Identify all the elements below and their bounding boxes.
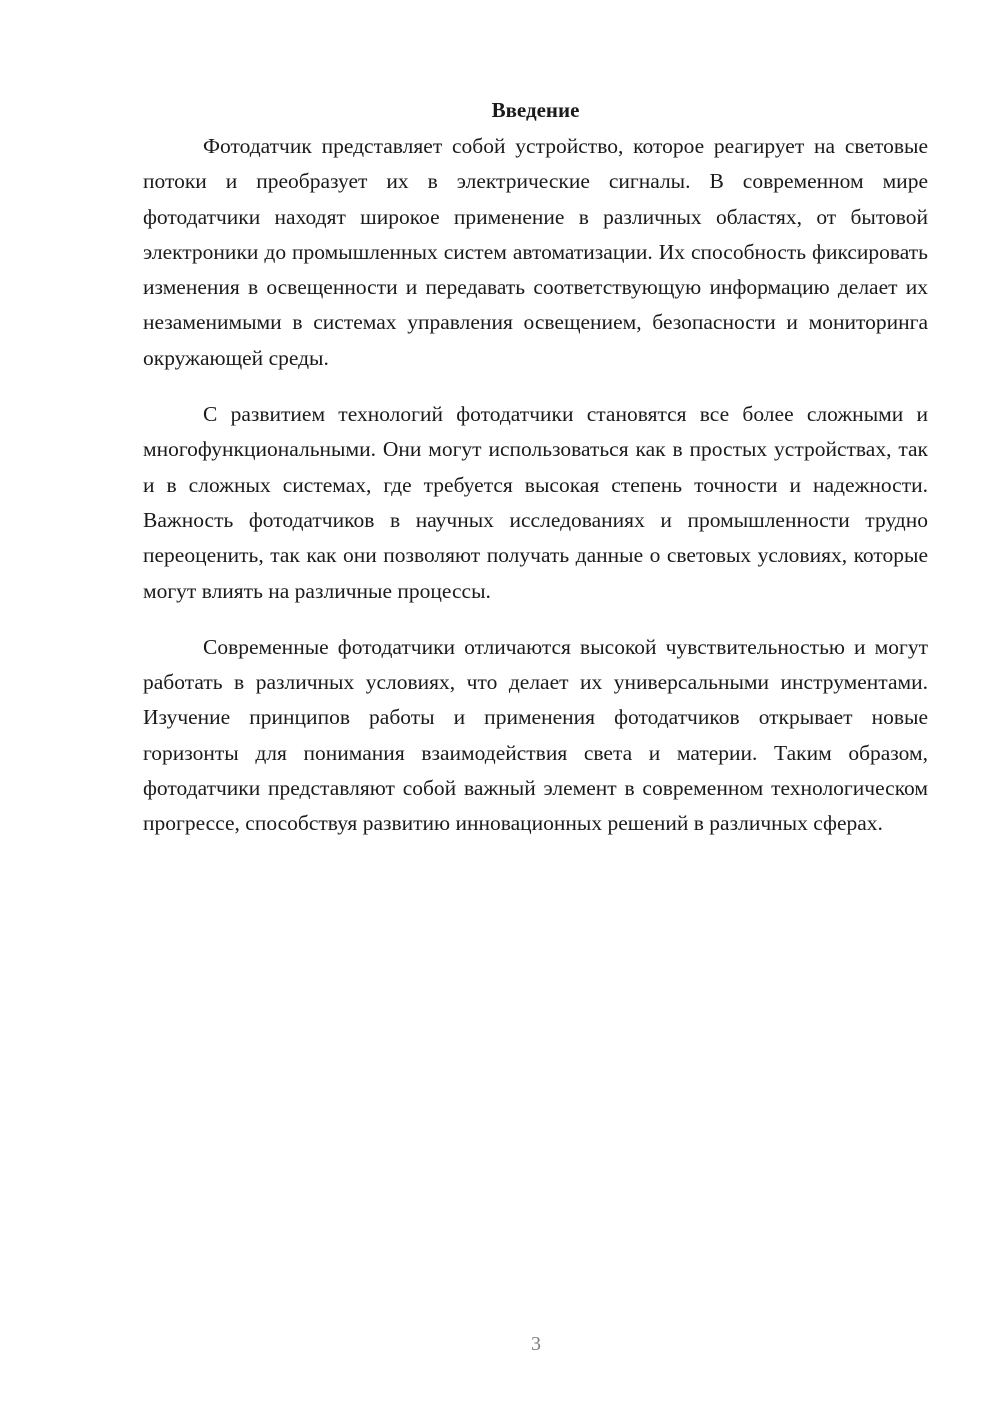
paragraph-1: Фотодатчик представляет собой устройство, которое реагирует на световые потоки и преобразует их в электрические сигналы. В современном мире фотодатчики находят широкое применение в различных областях, от бытовой электроники до промышленных систем автоматизации. Их способность фиксировать изменения в освещенности и передавать соответствующую информацию делает их незаменимыми в системах управления освещением, безопасности и мониторинга окружающей среды. (143, 134, 928, 370)
page-content (143, 95, 928, 863)
paragraph-2: С развитием технологий фотодатчики становятся все более сложными и многофункциональными. Они могут использоваться как в простых устройствах, так и в сложных системах, где требуется высокая степень точности и надежности. Важность фотодатчиков в научных исследованиях и промышленности трудно переоценить, так как они позволяют получать данные о световых условиях, которые могут влиять на различные процессы. (143, 402, 928, 603)
paragraph-3: Современные фотодатчики отличаются высокой чувствительностью и могут работать в различных условиях, что делает их универсальными инструментами. Изучение принципов работы и применения фотодатчиков открывает новые горизонты для понимания взаимодействия света и материи. Таким образом, фотодатчики представляют собой важный элемент в современном технологическом прогрессе, способствуя развитию инновационных решений в различных сферах. (143, 634, 928, 836)
section-heading: Введение (491, 98, 580, 122)
page-number: 3 (531, 1333, 541, 1355)
